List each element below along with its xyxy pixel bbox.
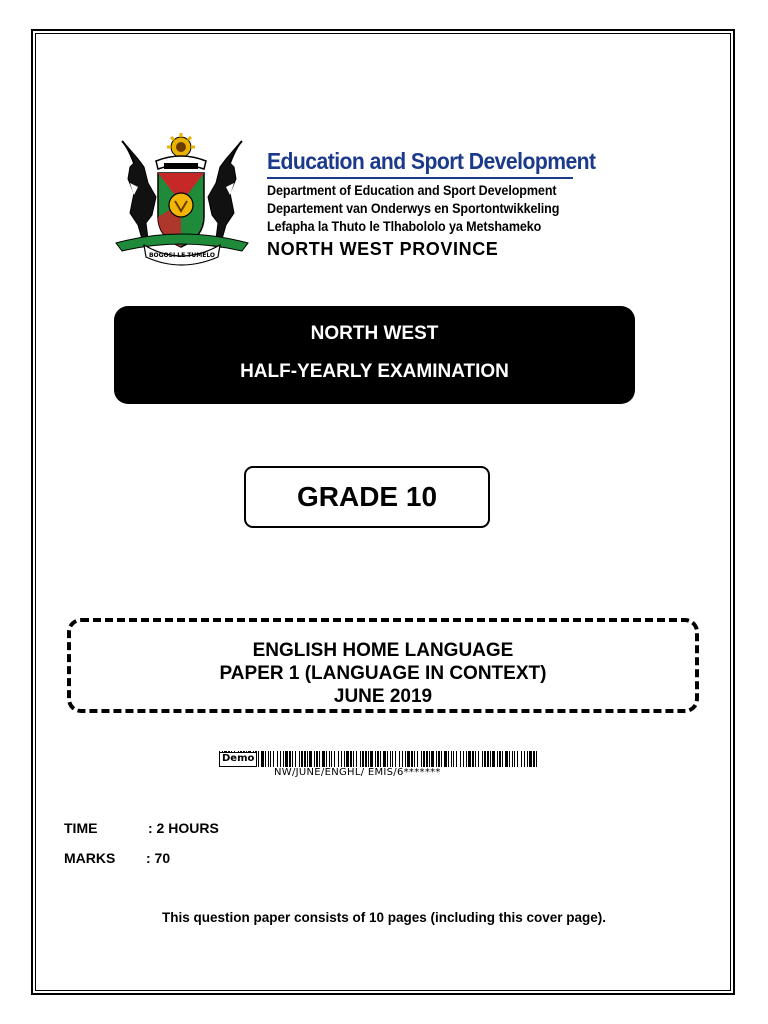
department-title: Education and Sport Development — [267, 148, 596, 174]
grade-box — [244, 466, 490, 528]
grade-label: GRADE 10 — [296, 481, 438, 512]
subject-name: ENGLISH HOME LANGUAGE — [252, 640, 514, 661]
department-line-afrikaans: Departement van Onderwys en Sportontwikkeling — [267, 201, 560, 216]
barcode-bars — [219, 751, 543, 767]
page-count-note: This question paper consists of 10 pages (including this cover page). — [161, 910, 607, 925]
barcode-code: NW/JUNE/ENGHL/ EMIS/6******* — [274, 767, 441, 778]
exam-date: JUNE 2019 — [333, 686, 433, 707]
marks-label: MARKS — [64, 850, 116, 866]
barcode-demo-label: Demo — [219, 752, 257, 767]
crest-motto: BOGOSI LE TUMELO — [148, 252, 216, 259]
exam-title: HALF-YEARLY EXAMINATION — [240, 361, 509, 382]
time-label: TIME — [64, 820, 98, 836]
department-line-setswana: Lefapha la Thuto le Tlhabololo ya Metshameko — [267, 219, 542, 234]
department-line-english: Department of Education and Sport Development — [267, 183, 557, 198]
barcode-bar — [537, 751, 539, 767]
exam-region: NORTH WEST — [310, 323, 439, 344]
title-underline — [267, 177, 573, 179]
time-value: : 2 HOURS — [148, 820, 219, 836]
coat-of-arms-logo — [108, 133, 256, 267]
paper-name: PAPER 1 (LANGUAGE IN CONTEXT) — [219, 663, 547, 684]
exam-title-banner — [114, 306, 635, 404]
department-header — [267, 146, 596, 261]
province-name: NORTH WEST PROVINCE — [267, 239, 499, 259]
subject-box — [67, 618, 699, 713]
marks-value: : 70 — [146, 850, 171, 866]
barcode — [219, 751, 543, 781]
